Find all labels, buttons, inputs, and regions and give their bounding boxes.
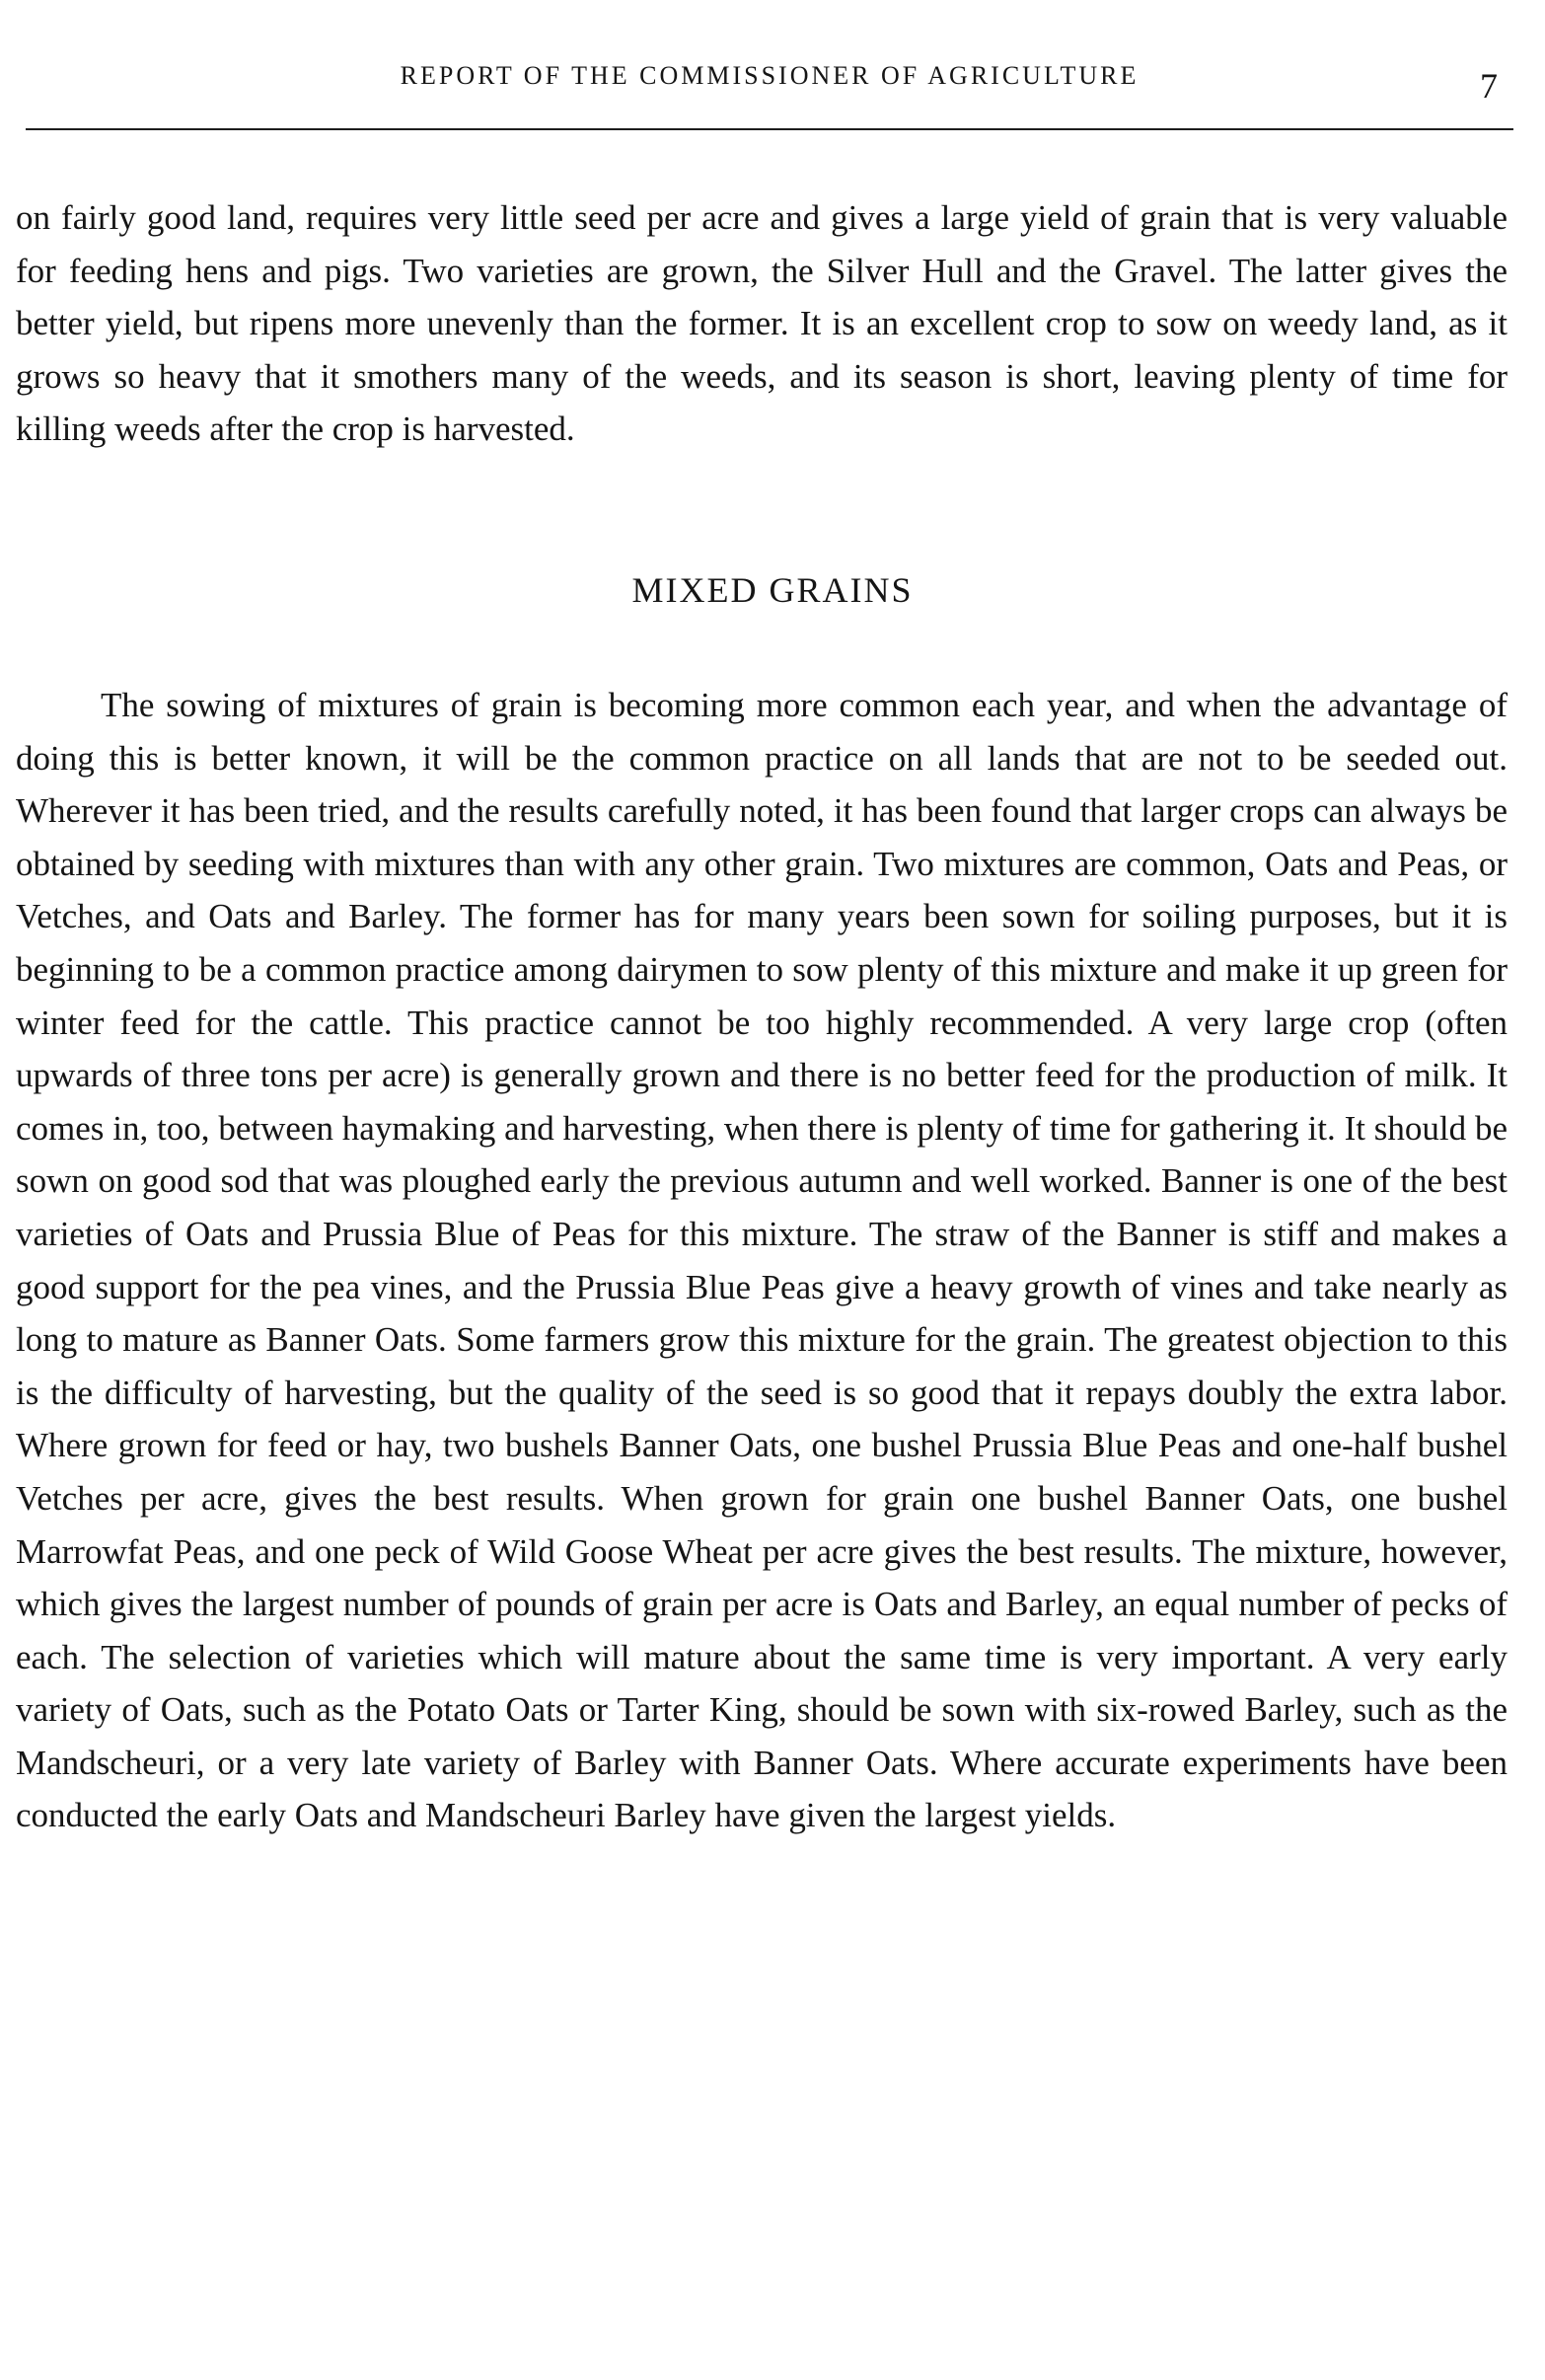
page-number: 7 xyxy=(1480,66,1498,106)
continuation-paragraph: on fairly good land, requires very little seed per acre and gives a large yield of grain that is very valuable for feeding hens and pigs. Two varieties are grown, the Silver Hull and the Gravel. The latter gives the better yield, but ripens more unevenly than the former. It is an excellent crop to sow on weedy land, as it grows so heavy that it smothers many of the weeds, and its season is short, leaving plenty of time for killing weeds after the crop is harvested. xyxy=(16,198,1508,449)
section-paragraph: The sowing of mixtures of grain is becoming more common each year, and when the advantage of doing this is better known, it will be the common practice on all lands that are not to be seeded out. Wherever it has been tried, and the results carefully noted, it has been found that larger crops can always be obtained by seeding with mixtures than with any other grain. Two mixtures are common, Oats and Peas, or Vetches, and Oats and Barley. The former has for many years been sown for soiling purposes, but it is beginning to be a common practice among dairymen to sow plenty of this mixture and make it up green for winter feed for the cattle. This practice cannot be too highly recommended. A very large crop (often upwards of three tons per acre) is generally grown and there is no better feed for the production of milk. It comes in, too, between haymaking and harvesting, when there is plenty of time for gathering it. It should be sown on good sod that was ploughed early the previous autumn and well worked. Banner is one of the best varieties of Oats and Prussia Blue of Peas for this mixture. The straw of the Banner is stiff and makes a good support for the pea vines, and the Prussia Blue Peas give a heavy growth of vines and take nearly as long to mature as Banner Oats. Some farmers grow this mixture for the grain. The greatest objection to this is the difficulty of harvesting, but the quality of the seed is so good that it repays doubly the extra labor. Where grown for feed or hay, two bushels Banner Oats, one bushel Prussia Blue Peas and one-half bushel Vetches per acre, gives the best results. When grown for grain one bushel Banner Oats, one bushel Marrowfat Peas, and one peck of Wild Goose Wheat per acre gives the best results. The mixture, however, which gives the largest number of pounds of grain per acre is Oats and Barley, an equal number of pecks of each. The selection of varieties which will mature about the same time is very important. A very early variety of Oats, such as the Potato Oats or Tarter King, should be sown with six-rowed Barley, such as the Mandscheuri, or a very late variety of Barley with Banner Oats. Where accurate experiments have been conducted the early Oats and Mandscheuri Barley have given the largest yields. xyxy=(16,686,1508,1835)
running-head: REPORT OF THE COMMISSIONER OF AGRICULTURE xyxy=(400,61,1140,90)
header-rule xyxy=(26,128,1513,130)
section-title: MIXED GRAINS xyxy=(631,570,914,610)
